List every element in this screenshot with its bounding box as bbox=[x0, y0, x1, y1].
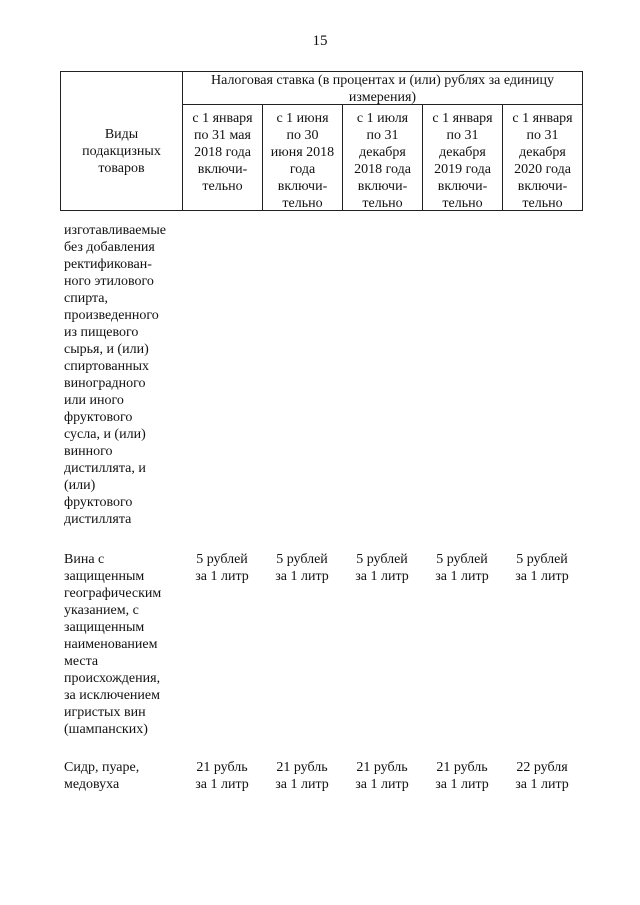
rate-cider-period-5: 22 рубля за 1 литр bbox=[515, 760, 569, 792]
rate-wines-period-4: 5 рублей за 1 литр bbox=[435, 552, 489, 584]
period-header-5: с 1 января по 31 декабря 2020 года включи- тельно bbox=[512, 111, 573, 211]
page-number: 15 bbox=[312, 33, 328, 49]
tax-table-header bbox=[60, 71, 583, 211]
period-header-4: с 1 января по 31 декабря 2019 года включи- тельно bbox=[423, 105, 503, 210]
rate-wines-period-2: 5 рублей за 1 литр bbox=[275, 552, 329, 584]
rate-wines-period-3: 5 рублей за 1 литр bbox=[355, 552, 409, 584]
goods-description-cider: Сидр, пуаре, медовуха bbox=[64, 760, 140, 792]
rate-wines-period-5: 5 рублей за 1 литр bbox=[515, 552, 569, 584]
goods-column-header bbox=[61, 72, 183, 210]
period-header-3: с 1 июля по 31 декабря 2018 года включи- тельно bbox=[343, 105, 423, 210]
tax-rate-header: Налоговая ставка (в процентах и (или) рублях за единицу измерения) bbox=[183, 72, 582, 105]
rate-cider-period-4: 21 рубль за 1 литр bbox=[435, 760, 489, 792]
goods-description-continued: изготавливаемые без добавления ректификован- ного этилового спирта, произведенного из пищевого сырья, и (или) спиртованных виноградного или иного фруктового сусла, и (или) винного дистиллята, и (или) фруктового дистиллята bbox=[64, 223, 166, 527]
period-header-1: с 1 января по 31 мая 2018 года включи- тельно bbox=[183, 105, 263, 210]
goods-column-header-text: Виды подакцизных товаров bbox=[82, 126, 161, 176]
rate-wines-period-1: 5 рублей за 1 литр bbox=[195, 552, 249, 584]
rate-cider-period-3: 21 рубль за 1 литр bbox=[355, 760, 409, 792]
period-header-2: с 1 июня по 30 июня 2018 года включи- тельно bbox=[263, 105, 343, 210]
rate-cider-period-2: 21 рубль за 1 литр bbox=[275, 760, 329, 792]
goods-description-wines: Вина с защищенным географическим указанием, с защищенным наименованием места происхождения, за исключением игристых вин (шампанских) bbox=[64, 552, 162, 737]
rate-cider-period-1: 21 рубль за 1 литр bbox=[195, 760, 249, 792]
